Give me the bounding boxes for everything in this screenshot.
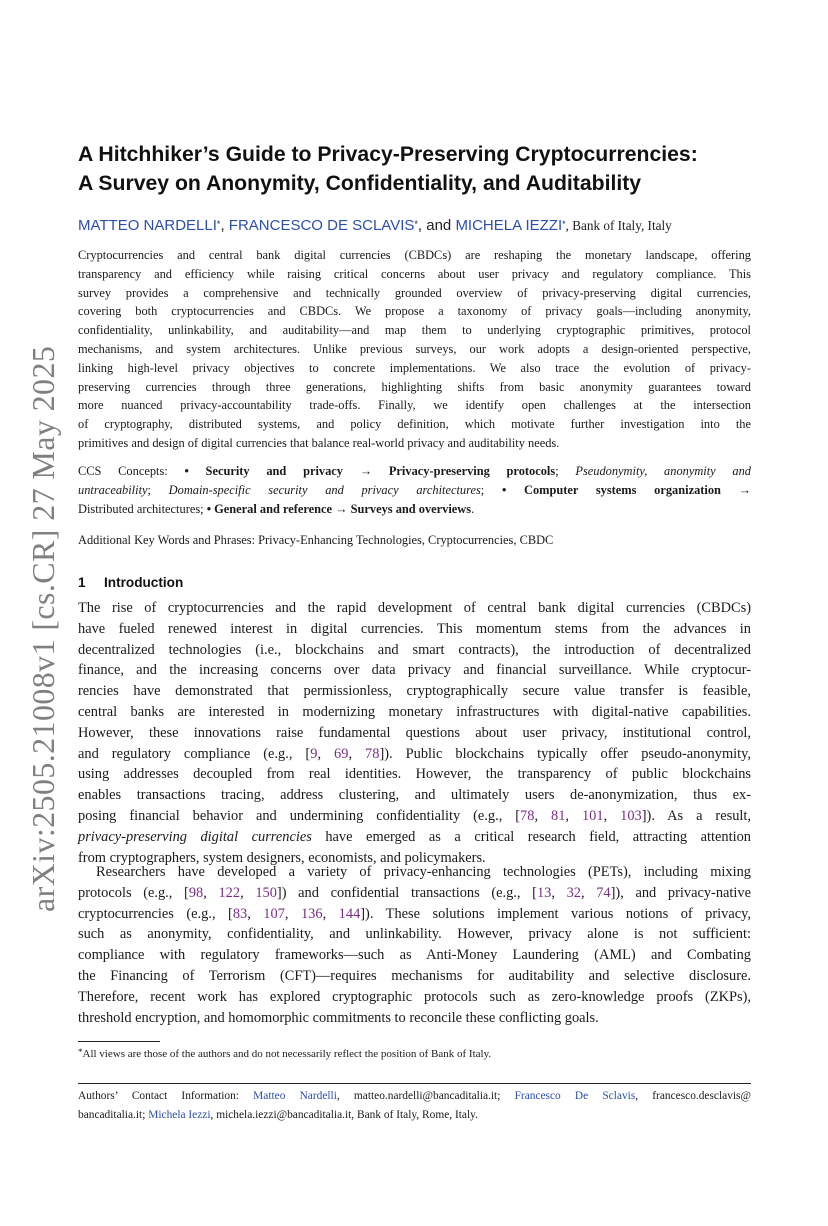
citation-link[interactable]: 103 [620,807,642,824]
author-list: MATTEO NARDELLI*, FRANCESCO DE SCLAVIS*, and MICHELA IEZZI*, Bank of Italy, Italy [78,217,672,234]
paper-title [78,140,768,198]
citation-link[interactable]: 150 [255,884,277,901]
abstract-line: confidentiality, unlinkability, and auditability—and map them to underlying cryptographic primitives, protocol [78,323,751,338]
body-line: such as anonymity, confidentiality, and unlinkability. However, privacy alone is not sufficient: [78,926,751,943]
author-affiliation: , Bank of Italy, Italy [565,218,672,233]
footnote-mark: * [78,1047,83,1057]
body-line: enables transactions tracing, address clustering, and ultimately users de-anonymization, thus ex- [78,787,751,804]
body-line: from cryptographers, system designers, economists, and policymakers. [78,849,486,866]
section-heading [78,573,183,593]
body-line: privacy-preserving digital currencies have emerged as a critical research field, attracting attention [78,828,751,845]
author-link[interactable]: Francesco De Sclavis [514,1090,636,1102]
abstract-line: transparency and efficiency while raising critical concerns about user privacy and regulatory compliance. This [78,266,751,281]
citation-link[interactable]: 13 [536,884,552,901]
author-name[interactable]: FRANCESCO DE SCLAVIS [228,217,415,234]
body-line: rencies have demonstrated that permissionless, cryptographically secure value transfer is feasible, [78,683,751,700]
contact-line: bancaditalia.it; Michela Iezzi, michela.iezzi@bancaditalia.it, Bank of Italy, Rome, Italy. [78,1108,478,1121]
citation-link[interactable]: 74 [596,884,611,901]
body-line: finance, and the increasing concerns over data privacy and financial surveillance. While cryptocur- [78,662,751,679]
body-line: central banks are interested in modernizing monetary infrastructures with digital-native capabilities. [78,703,751,720]
abstract-line: more nuanced privacy-accountability trade-offs. Finally, we identify open challenges at the intersection [78,398,751,413]
body-line: compliance with regulatory frameworks—such as Anti-Money Laundering (AML) and Combating [78,947,751,964]
author-link[interactable]: Michela Iezzi [148,1108,211,1121]
abstract-line: of cryptography, distributed systems, and policy definition, which motivate further investigation into the [78,417,751,432]
section-title: Introduction [104,575,184,590]
title-line: A Survey on Anonymity, Confidentiality, and Auditability [78,172,642,195]
abstract-line: covering both cryptocurrencies and CBDCs. We propose a taxonomy of privacy goals—including anonymity, [78,304,751,319]
citation-link[interactable]: 81 [551,807,566,824]
intro-paragraph [78,862,751,1028]
citation-link[interactable]: 122 [218,884,241,901]
footnote-text: All views are those of the authors and do not necessarily reflect the position of Bank of Italy. [82,1048,492,1060]
section-number: 1 [78,575,86,590]
author-footnote-mark: * [216,219,221,229]
footnote-rule [78,1041,160,1042]
keywords [78,531,751,550]
intro-paragraph [78,598,751,868]
author-footnote-mark: * [414,219,418,229]
abstract-line: survey provides a comprehensive and technically grounded overview of privacy-preserving digital currencies, [78,285,751,300]
ccs-line: Distributed architectures; • General and reference → Surveys and overviews. [78,501,475,516]
contact-line: Authors’ Contact Information: Matteo Nardelli, matteo.nardelli@bancaditalia.it; Francesco De Sclavis, francesco.desclavis@ [78,1090,751,1102]
body-line: protocols (e.g., [98, 122, 150]) and confidential transactions (e.g., [13, 32, 74]), and privacy-native [78,884,751,901]
citation-link[interactable]: 107 [263,905,285,922]
citation-link[interactable]: 101 [581,807,604,824]
arxiv-side-stamp: arXiv:2505.21008v1 [cs.CR] 27 May 2025 [25,345,61,912]
citation-link[interactable]: 78 [365,745,380,762]
body-line: have fueled renewed interest in digital currencies. This momentum stems from the advances in [78,620,751,637]
title-line: A Hitchhiker’s Guide to Privacy-Preserving Cryptocurrencies: [78,143,698,166]
abstract-line: preserving currencies through three generations, highlighting shifts from basic anonymity guarantees toward [78,379,751,394]
citation-link[interactable]: 69 [334,745,349,762]
body-line: cryptocurrencies (e.g., [83, 107, 136, 144]). These solutions implement various notions of privacy, [78,905,751,922]
author-contact-info [78,1087,751,1124]
abstract-line: primitives and design of digital currencies that balance real-world privacy and auditability needs. [78,435,560,450]
author-footnote-mark: * [562,219,566,229]
author-link[interactable]: Matteo Nardelli [253,1090,337,1102]
body-line: the Financing of Terrorism (CFT)—requires mechanisms for auditability and selective disclosure. [78,967,751,984]
body-line: The rise of cryptocurrencies and the rapid development of central bank digital currencies (CBDCs) [78,600,751,616]
ccs-line: CCS Concepts: • Security and privacy → Privacy-preserving protocols; Pseudonymity, anonymity and [78,464,751,478]
body-line: Researchers have developed a variety of privacy-enhancing technologies (PETs), including mixing [96,864,751,880]
abstract-line: linking high-level privacy objectives to concrete implementations. We also trace the evolution of privacy- [78,360,751,375]
footnote [78,1046,751,1062]
citation-link[interactable]: 144 [338,905,361,922]
body-line: using addresses decoupled from real identities. However, the transparency of public blockchains [78,766,751,783]
abstract-line: Cryptocurrencies and central bank digital currencies (CBDCs) are reshaping the monetary landscape, offering [78,248,751,262]
citation-link[interactable]: 32 [566,884,581,901]
body-line: threshold encryption, and homomorphic commitments to reconcile these conflicting goals. [78,1009,599,1026]
citation-link[interactable]: 136 [300,905,323,922]
citation-link[interactable]: 83 [232,905,248,922]
keywords-line: Additional Key Words and Phrases: Privacy-Enhancing Technologies, Cryptocurrencies, CBDC [78,533,554,547]
author-name[interactable]: MATTEO NARDELLI [78,217,217,234]
ccs-concepts [78,462,751,518]
body-line: However, these innovations raise fundamental questions about user privacy, institutional control, [78,724,751,741]
citation-link[interactable]: 78 [520,807,535,824]
author-name[interactable]: MICHELA IEZZI [455,217,563,234]
body-line: posing financial behavior and undermining confidentiality (e.g., [78, 81, 101, 103]). As a result, [78,807,751,824]
body-line: Therefore, recent work has explored cryptographic protocols such as zero-knowledge proofs (ZKPs), [78,988,751,1005]
citation-link[interactable]: 98 [188,884,204,901]
abstract-line: mechanisms, and system architectures. Unlike previous surveys, our work adopts a design-oriented perspective, [78,341,751,356]
body-line: decentralized technologies (i.e., blockchains and smart contracts), the introduction of decentralized [78,641,751,658]
body-line: and regulatory compliance (e.g., [9, 69, 78]). Public blockchains typically offer pseudo-anonymity, [78,745,751,762]
contact-rule [78,1083,751,1084]
ccs-line: untraceability; Domain-specific security and privacy architectures; • Computer systems organization → [78,482,752,497]
citation-link[interactable]: 9 [310,745,318,762]
abstract [78,246,751,453]
